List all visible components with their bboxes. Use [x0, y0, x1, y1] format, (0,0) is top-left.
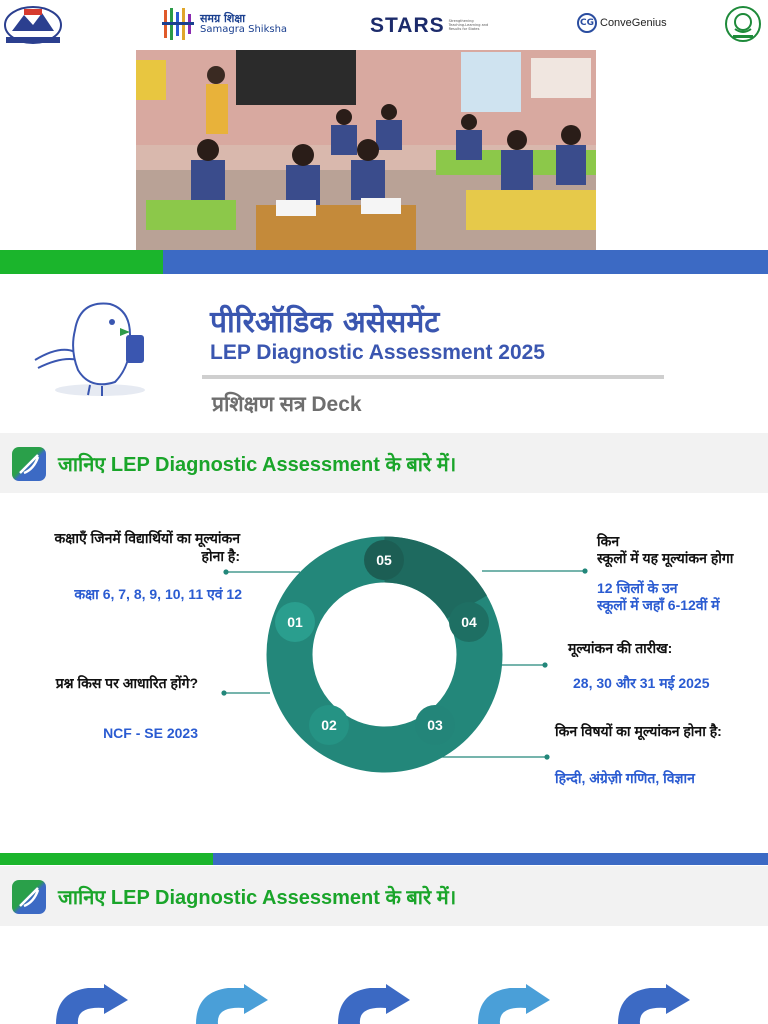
- item01-question: कक्षाएँ जिनमें विद्यार्थियों का मूल्यांकन होना है:: [54, 530, 240, 564]
- stars-tagline: Strengthening Teaching-Learning and Results for States: [448, 19, 489, 31]
- segment-02-label: 02: [321, 717, 337, 733]
- segment-05-label: 05: [376, 552, 392, 568]
- samagra-hindi-text: समग्र शिक्षा: [200, 11, 246, 25]
- circular-arrow-icon-3: [334, 984, 418, 1024]
- title-subtitle: प्रशिक्षण सत्र Deck: [212, 393, 362, 416]
- item01-answer: कक्षा 6, 7, 8, 9, 10, 11 एवं 12: [74, 586, 242, 602]
- circular-arrow-icon-5: [614, 984, 698, 1024]
- item03-question: किन विषयों का मूल्यांकन होना है:: [555, 723, 722, 739]
- item02-question: प्रश्न किस पर आधारित होंगे?: [55, 675, 198, 691]
- item05-question-line2: स्कूलों में यह मूल्यांकन होगा: [597, 550, 734, 566]
- circular-arrow-icon-4: [474, 984, 558, 1024]
- feather-pen-icon: [12, 880, 46, 914]
- item05-answer-line1: 12 जिलों के उन: [597, 580, 678, 596]
- section-banner-2: [0, 866, 768, 926]
- title-english: LEP Diagnostic Assessment 2025: [210, 341, 545, 364]
- convegenius-icon: CG: [577, 13, 597, 33]
- title-hindi: पीरिऑडिक असेसमेंट: [210, 305, 440, 340]
- stars-wordmark: STARS: [370, 14, 445, 37]
- bottom-color-stripe: [0, 853, 768, 865]
- item05-answer-line2: स्कूलों में जहाँ 6-12वीं में: [597, 597, 720, 613]
- item04-answer: 28, 30 और 31 मई 2025: [573, 675, 710, 691]
- samagra-english-text: Samagra Shiksha: [200, 23, 288, 35]
- circular-arrow-icon-2: [192, 984, 276, 1024]
- item02-answer: NCF - SE 2023: [103, 725, 198, 741]
- section-banner-text: जानिए LEP Diagnostic Assessment के बारे में।: [58, 454, 457, 476]
- convegenius-text: ConveGenius: [600, 17, 667, 29]
- segment-03-label: 03: [427, 717, 443, 733]
- item03-answer: हिन्दी, अंग्रेज़ी गणित, विज्ञान: [555, 770, 695, 786]
- segment-04-label: 04: [461, 614, 477, 630]
- section-banner-2-text: जानिए LEP Diagnostic Assessment के बारे में।: [58, 887, 457, 909]
- item05-question-line1: किन: [597, 533, 620, 549]
- item04-question: मूल्यांकन की तारीख:: [568, 640, 673, 656]
- segment-01-label: 01: [287, 614, 303, 630]
- circular-arrow-icon-1: [52, 984, 136, 1024]
